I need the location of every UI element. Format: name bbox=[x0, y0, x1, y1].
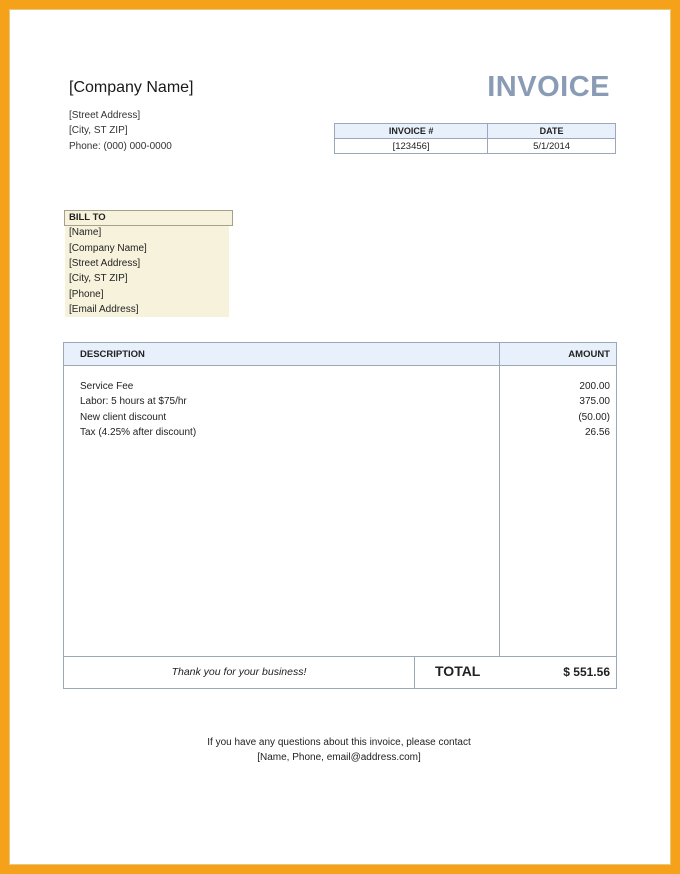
description-header: DESCRIPTION bbox=[80, 349, 145, 360]
invoice-title: INVOICE bbox=[487, 71, 610, 103]
invoice-number-label: INVOICE # bbox=[335, 124, 488, 139]
line-item-description: Labor: 5 hours at $75/hr bbox=[80, 396, 187, 407]
line-item-amount: (50.00) bbox=[578, 412, 610, 423]
bill-to-phone: [Phone] bbox=[69, 289, 104, 300]
bill-to-box bbox=[65, 226, 229, 317]
company-phone: Phone: (000) 000-0000 bbox=[69, 141, 172, 152]
bill-to-city: [City, ST ZIP] bbox=[69, 273, 128, 284]
line-item-description: New client discount bbox=[80, 412, 167, 423]
line-items-table bbox=[63, 342, 617, 689]
company-city: [City, ST ZIP] bbox=[69, 125, 128, 136]
bill-to-email: [Email Address] bbox=[69, 304, 139, 315]
bill-to-heading: BILL TO bbox=[64, 210, 233, 226]
line-items-header bbox=[64, 343, 616, 366]
date-label: DATE bbox=[488, 124, 616, 139]
total-label: TOTAL bbox=[435, 663, 481, 679]
amount-header: AMOUNT bbox=[568, 349, 610, 360]
company-street: [Street Address] bbox=[69, 110, 141, 121]
footer-divider-line bbox=[64, 656, 616, 657]
invoice-number-value: [123456] bbox=[335, 139, 488, 154]
invoice-page bbox=[9, 9, 671, 865]
bill-to-street: [Street Address] bbox=[69, 258, 141, 269]
bill-to-company: [Company Name] bbox=[69, 243, 147, 254]
date-value: 5/1/2014 bbox=[488, 139, 616, 154]
line-item-description: Service Fee bbox=[80, 381, 134, 392]
contact-line-2: [Name, Phone, email@address.com] bbox=[257, 752, 421, 763]
contact-line-1: If you have any questions about this invoice, please contact bbox=[207, 737, 471, 748]
line-item-amount: 375.00 bbox=[579, 396, 610, 407]
column-divider bbox=[499, 343, 500, 656]
line-item-amount: 26.56 bbox=[584, 427, 610, 438]
invoice-meta-table bbox=[334, 123, 616, 154]
line-item-amount: 200.00 bbox=[579, 381, 610, 392]
line-item-description: Tax (4.25% after discount) bbox=[80, 427, 197, 438]
company-name: [Company Name] bbox=[69, 79, 194, 96]
thank-you-message: Thank you for your business! bbox=[171, 666, 307, 678]
footer-column-divider bbox=[414, 656, 415, 688]
total-value: $ 551.56 bbox=[563, 665, 610, 679]
bill-to-name: [Name] bbox=[69, 227, 102, 238]
